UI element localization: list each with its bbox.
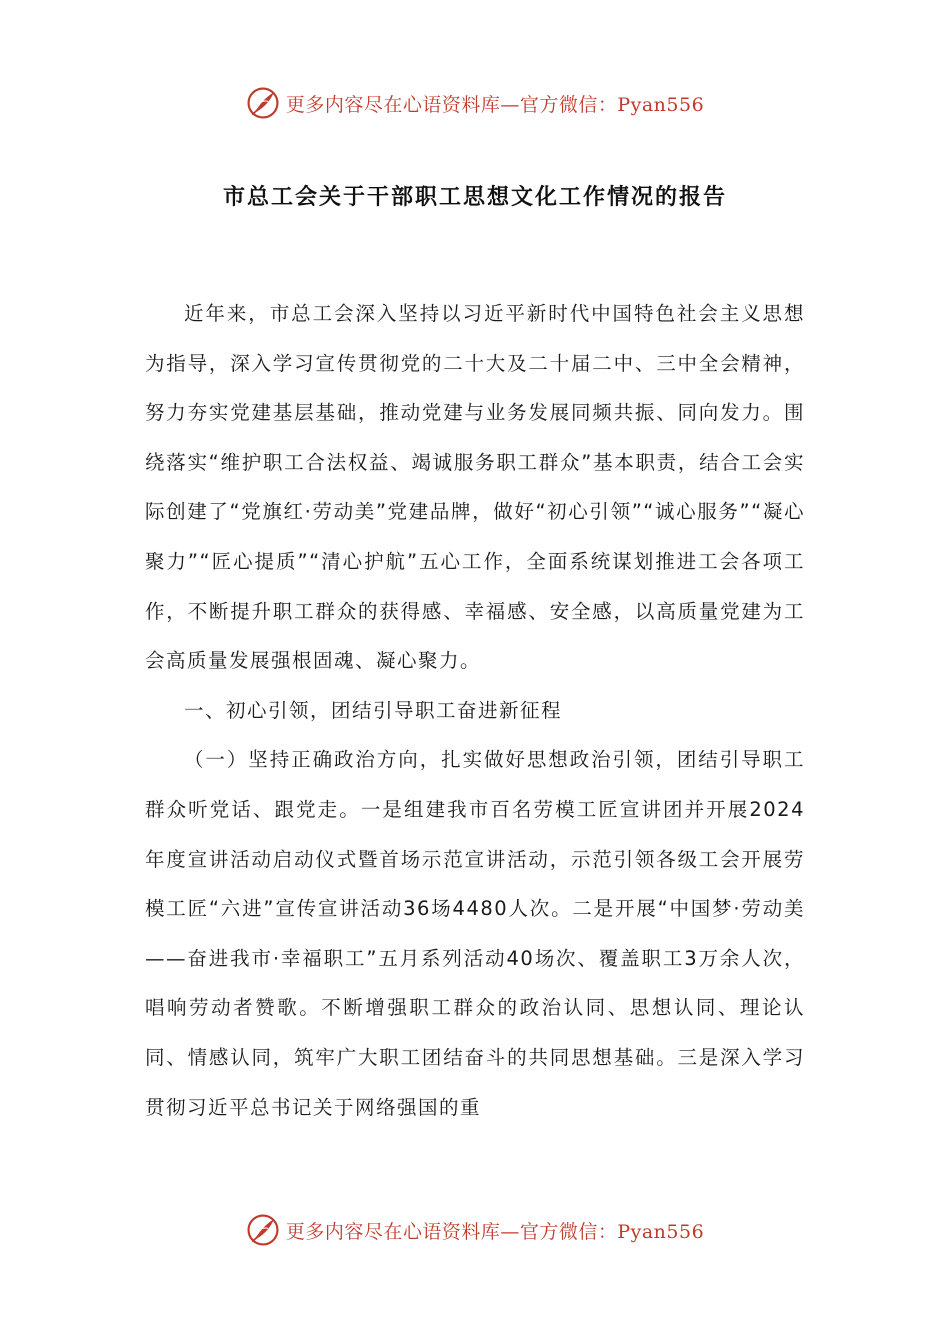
watermark-banner-bottom bbox=[0, 1205, 950, 1255]
document-title: 市总工会关于干部职工思想文化工作情况的报告 bbox=[222, 185, 727, 210]
watermark-text: 更多内容尽在心语资料库—官方微信：Pyan556 bbox=[285, 1220, 705, 1243]
watermark-text: 更多内容尽在心语资料库—官方微信：Pyan556 bbox=[285, 93, 705, 116]
document-body bbox=[145, 289, 805, 1132]
section-heading: 一、初心引领，团结引导职工奋进新征程 bbox=[184, 698, 563, 722]
feather-pen-logo-icon bbox=[246, 1213, 280, 1247]
paragraph-subsection: （一）坚持正确政治方向，扎实做好思想政治引领，团结引导职工群众听党话、跟党走。一是组建我市百名劳模工匠宣讲团并开展2024年度宣讲活动启动仪式暨首场示范宣讲活动，示范引领各级工会开展劳模工匠“六进”宣传宣讲活动36场4480人次。二是开展“中国梦·劳动美——奋进我市·幸福职工”五月系列活动40场次、覆盖职工3万余人次，唱响劳动者赞歌。不断增强职工群众的政治认同、思想认同、理论认同、情感认同，筑牢广大职工团结奋斗的共同思想基础。三是深入学习贯彻习近平总书记关于网络强国的重 bbox=[145, 748, 805, 1119]
paragraph-intro: 近年来，市总工会深入坚持以习近平新时代中国特色社会主义思想为指导，深入学习宣传贯彻党的二十大及二十届二中、三中全会精神，努力夯实党建基层基础，推动党建与业务发展同频共振、同向发力。围绕落实“维护职工合法权益、竭诚服务职工群众”基本职责，结合工会实际创建了“党旗红·劳动美”党建品牌，做好“初心引领”“诚心服务”“凝心聚力”“匠心提质”“清心护航”五心工作，全面系统谋划推进工会各项工作，不断提升职工群众的获得感、幸福感、安全感，以高质量党建为工会高质量发展强根固魂、凝心聚力。 bbox=[145, 302, 805, 673]
watermark-banner-top bbox=[0, 78, 950, 128]
feather-pen-logo-icon bbox=[246, 86, 280, 120]
